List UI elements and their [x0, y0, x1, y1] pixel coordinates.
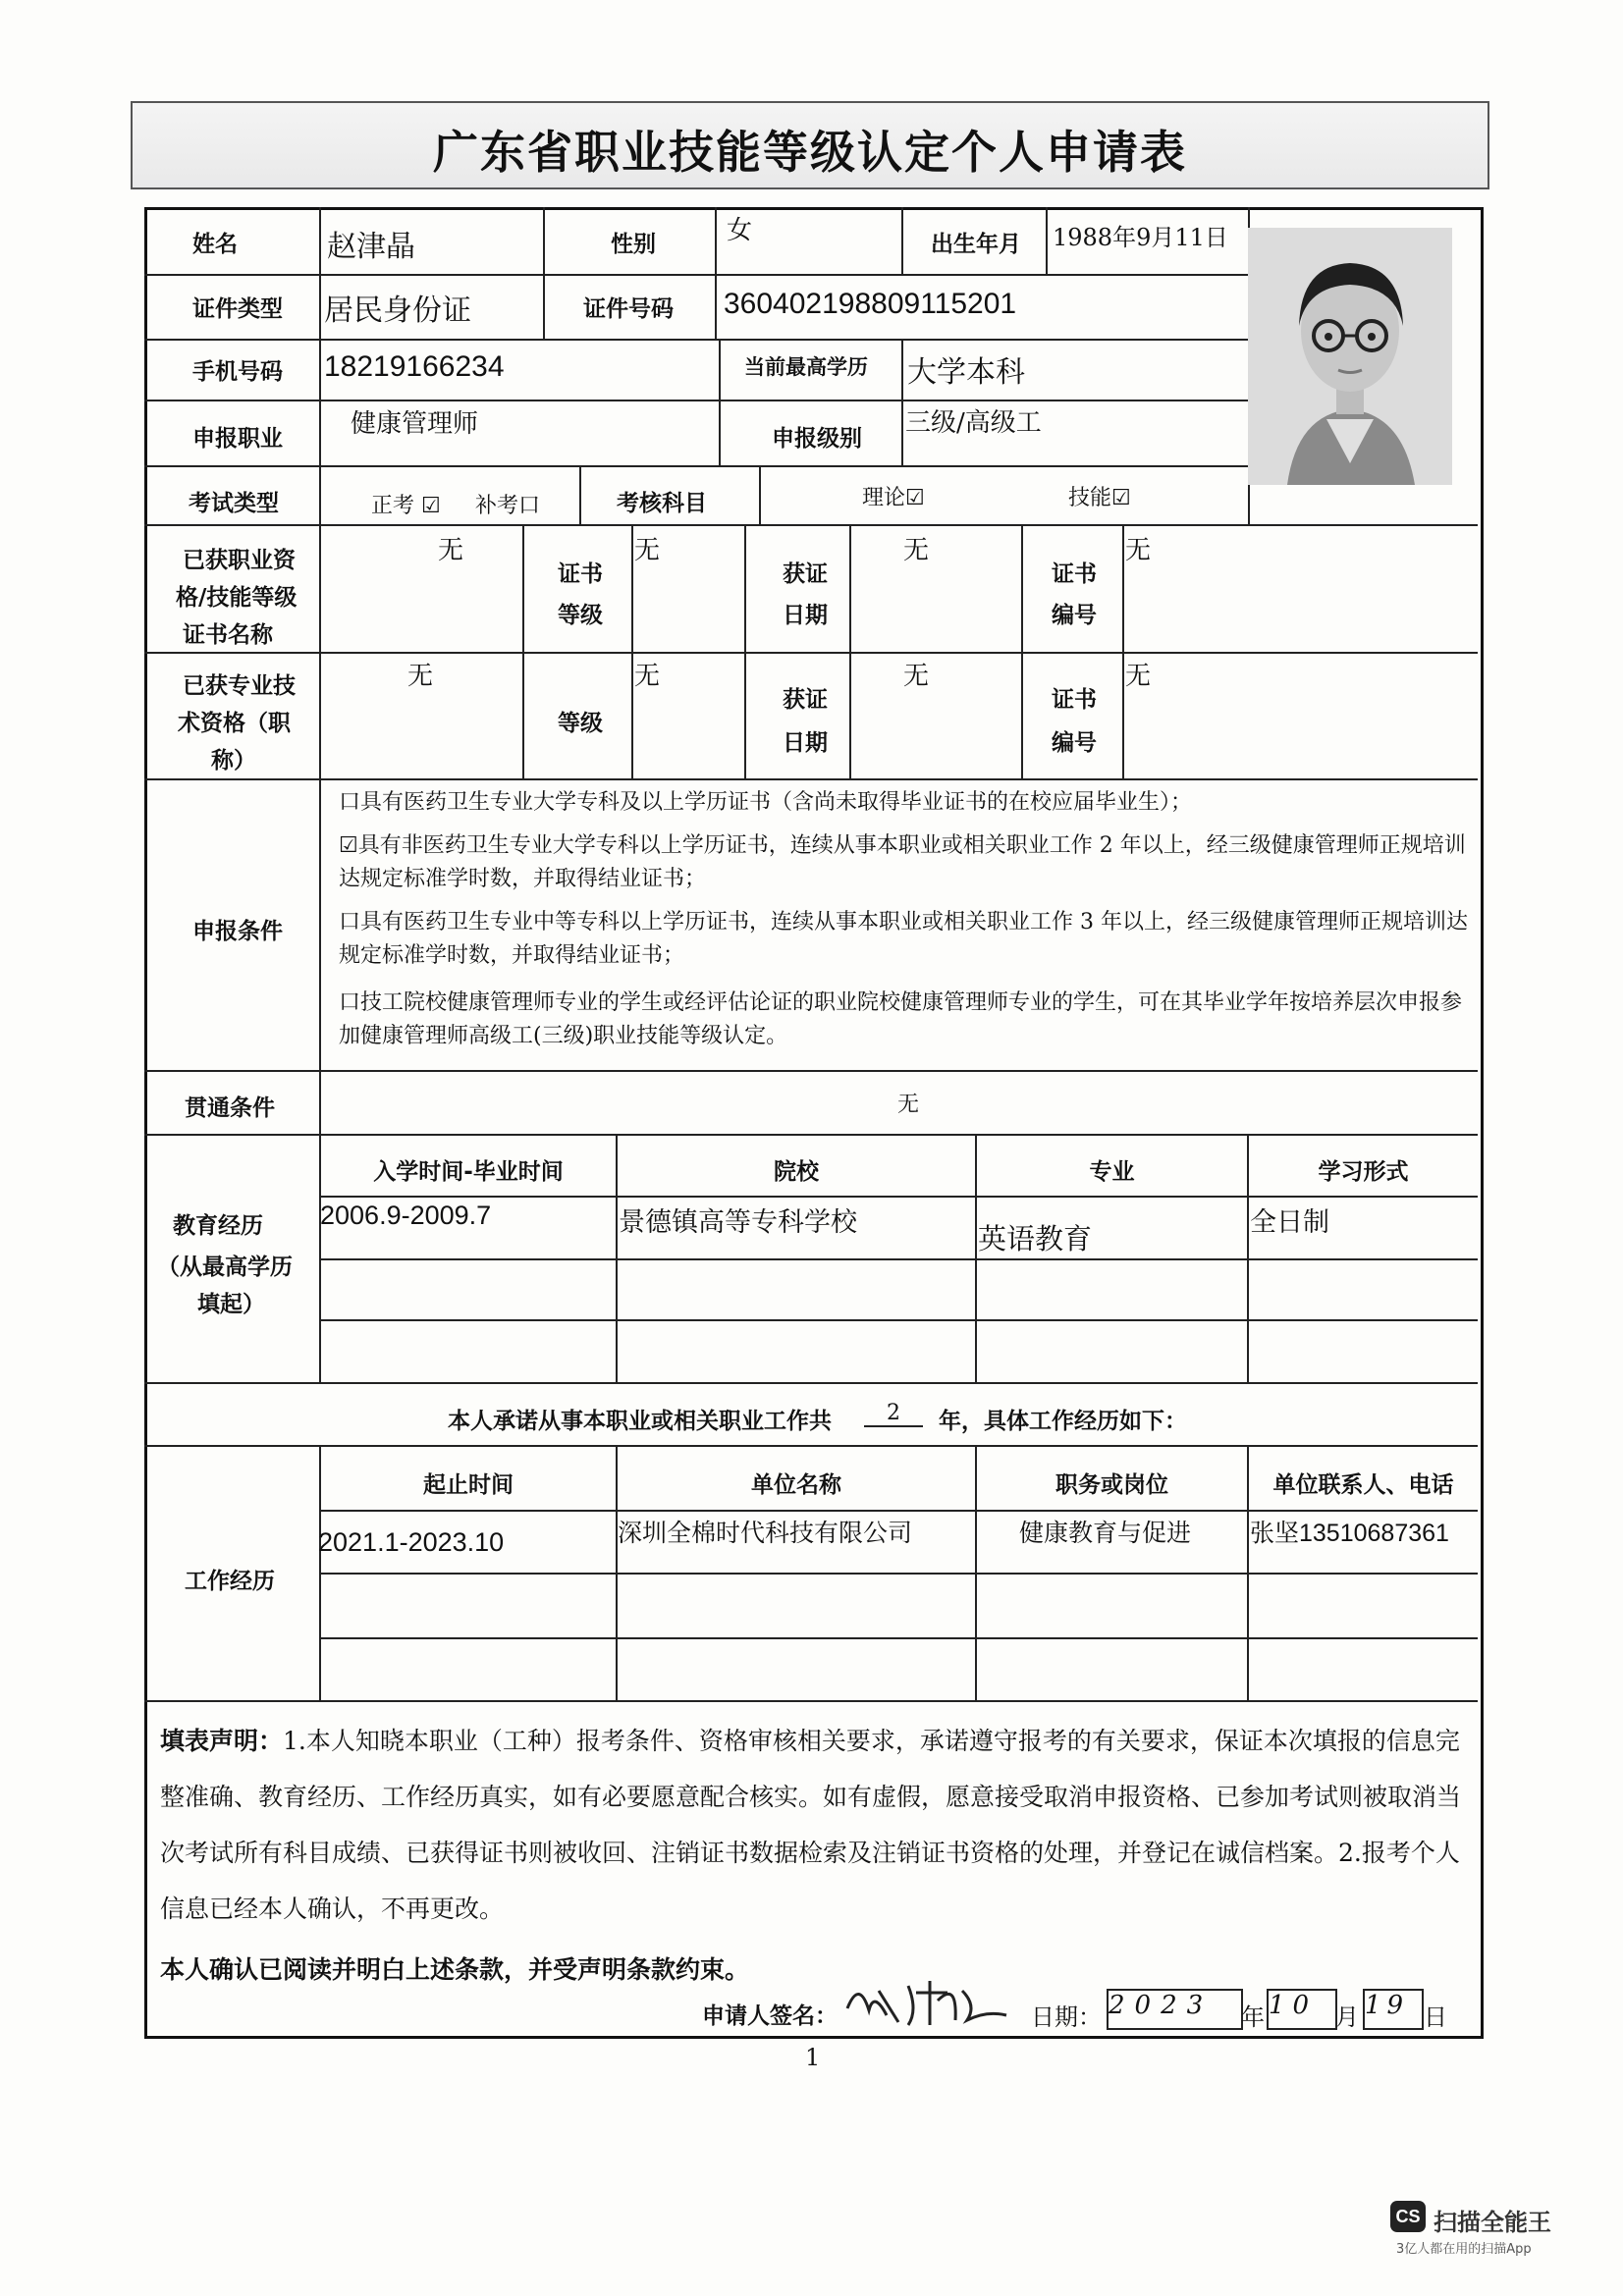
tech-date-value[interactable]: 无 — [903, 662, 930, 691]
date-year-box[interactable]: 2023 — [1107, 1989, 1243, 2030]
id-number-label: 证件号码 — [583, 296, 674, 322]
row-line — [144, 465, 1248, 467]
row-line — [144, 652, 1478, 654]
through-value[interactable]: 无 — [897, 1093, 920, 1117]
name-label: 姓名 — [192, 232, 238, 257]
cert-name-label-line1: 已获职业资 — [183, 548, 296, 573]
row-line — [144, 274, 1248, 276]
signature-label: 申请人签名： — [702, 2003, 838, 2029]
tech-label-line3: 称） — [211, 748, 256, 774]
row-line — [319, 1258, 1478, 1260]
exam-subject-label: 考核科目 — [617, 491, 707, 516]
page-number: 1 — [805, 2044, 821, 2071]
cert-level-value[interactable]: 无 — [634, 536, 661, 565]
cert-no-label-2: 编号 — [1052, 603, 1097, 628]
col-line — [579, 465, 581, 524]
date-day-unit: 日 — [1424, 2003, 1447, 2031]
condition-option-1[interactable]: 口具有医药卫生专业大学专科及以上学历证书（含尚未取得毕业证书的在校应届毕业生）； — [339, 790, 1193, 815]
date-month-box[interactable]: 10 — [1267, 1989, 1337, 2030]
col-line — [543, 207, 545, 339]
row-line — [144, 778, 1478, 780]
tech-name-value[interactable]: 无 — [407, 662, 434, 691]
gender-value[interactable]: 女 — [727, 216, 753, 245]
tech-no-value[interactable]: 无 — [1125, 662, 1152, 691]
tech-label-line1: 已获专业技 — [183, 673, 296, 699]
tech-no-label-2: 编号 — [1052, 730, 1097, 756]
row-line — [319, 1637, 1478, 1639]
declaration-body: 1.本人知晓本职业（工种）报考条件、资格审核相关要求，承诺遵守报考的有关要求，保证本次填报的信息完整准确、教育经历、工作经历真实，如有必要愿意配合核实。如有虚假，愿意接受取消申报资格、已参加考试则被取消当次考试所有科目成绩、已获得证书则被收回、注销证书数据检索及注销证书资格的处理，并登记在诚信档案。2.报考个人信息已经本人确认，不再更改。 — [160, 1727, 1462, 1923]
col-line — [759, 465, 761, 524]
occupation-value[interactable]: 健康管理师 — [351, 409, 479, 439]
col-line — [1021, 524, 1023, 778]
edu-row-period[interactable]: 2006.9-2009.7 — [320, 1201, 492, 1230]
exam-regular-checkbox[interactable]: 正考 ☑ — [371, 494, 441, 518]
cert-no-value[interactable]: 无 — [1125, 536, 1152, 565]
tech-no-label-1: 证书 — [1052, 687, 1097, 713]
cert-no-label-1: 证书 — [1052, 561, 1097, 587]
condition-option-3[interactable]: 口具有医药卫生专业中等专科以上学历证书，连续从事本职业或相关职业工作 3 年以上，经三级健康管理师正规培训达规定标准学时数，并取得结业证书； — [339, 910, 1468, 968]
education-section-label-line3: 填起） — [197, 1292, 265, 1317]
row-line — [144, 1382, 1478, 1384]
col-line — [1122, 524, 1124, 778]
title-bar — [131, 101, 1489, 189]
edu-header-mode: 学习形式 — [1318, 1159, 1409, 1185]
form-title: 广东省职业技能等级认定个人申请表 — [433, 126, 1187, 179]
exam-makeup-checkbox[interactable]: 补考口 — [475, 494, 541, 518]
work-header-contact: 单位联系人、电话 — [1272, 1472, 1454, 1498]
row-line — [319, 1510, 1478, 1512]
col-line — [522, 524, 524, 778]
col-line — [715, 207, 717, 339]
birth-value[interactable]: 1988年9月11日 — [1053, 224, 1228, 251]
tech-date-label-2: 日期 — [783, 730, 828, 756]
cert-name-label-line3: 证书名称 — [183, 622, 273, 648]
date-year-unit: 年 — [1241, 2003, 1265, 2031]
edu-row-mode[interactable]: 全日制 — [1250, 1207, 1329, 1237]
edu-row-school[interactable]: 景德镇高等专科学校 — [619, 1207, 857, 1237]
work-section-label: 工作经历 — [185, 1569, 275, 1594]
edu-header-period: 入学时间-毕业时间 — [373, 1159, 564, 1185]
birth-label: 出生年月 — [931, 232, 1021, 257]
conditions-label: 申报条件 — [192, 919, 283, 944]
work-row-company[interactable]: 深圳全棉时代科技有限公司 — [618, 1520, 913, 1547]
declaration-lead: 填表声明： — [160, 1727, 284, 1755]
edu-header-school: 院校 — [774, 1159, 819, 1185]
row-line — [144, 1134, 1478, 1136]
id-type-label: 证件类型 — [192, 296, 283, 322]
id-type-value[interactable]: 居民身份证 — [324, 294, 471, 327]
gender-label: 性别 — [611, 232, 656, 257]
tech-date-label-1: 获证 — [783, 687, 828, 713]
work-header-company: 单位名称 — [751, 1472, 841, 1498]
col-line — [901, 207, 903, 274]
date-day-box[interactable]: 19 — [1363, 1989, 1424, 2030]
work-row-position[interactable]: 健康教育与促进 — [1019, 1520, 1192, 1547]
tech-level-value[interactable]: 无 — [634, 662, 661, 691]
cert-date-label-1: 获证 — [783, 561, 828, 587]
row-line — [144, 1700, 1478, 1702]
cert-name-value[interactable]: 无 — [438, 536, 464, 565]
tech-label-line2: 术资格（职 — [178, 711, 291, 736]
declaration-confirm: 本人确认已阅读并明白上述条款，并受声明条款约束。 — [160, 1955, 750, 1984]
education-section-label-line1: 教育经历 — [173, 1213, 263, 1239]
cert-name-label-line2: 格/技能等级 — [176, 585, 298, 611]
name-value[interactable]: 赵津晶 — [327, 231, 415, 263]
row-line — [319, 1573, 1478, 1575]
col-line — [849, 524, 851, 778]
signature-image[interactable] — [839, 1971, 1016, 2030]
phone-label: 手机号码 — [192, 359, 283, 385]
col-line — [744, 524, 746, 778]
work-header-position: 职务或岗位 — [1055, 1472, 1168, 1498]
date-month-unit: 月 — [1335, 2003, 1359, 2031]
cert-date-value[interactable]: 无 — [903, 536, 930, 565]
row-line — [319, 1319, 1478, 1321]
id-number-value[interactable]: 360402198809115201 — [724, 288, 1017, 320]
col-line — [631, 524, 633, 778]
commit-years[interactable]: 2 — [864, 1401, 923, 1427]
cert-level-label-2: 等级 — [558, 603, 603, 628]
applicant-photo — [1248, 228, 1452, 485]
edu-row-major[interactable]: 英语教育 — [978, 1224, 1093, 1255]
declaration-paragraph — [160, 1713, 1471, 1937]
cert-level-label-1: 证书 — [558, 561, 603, 587]
occupation-label: 申报职业 — [192, 426, 283, 452]
col-line — [901, 339, 903, 465]
row-line — [144, 1445, 1478, 1447]
row-line — [144, 339, 1248, 341]
row-line — [144, 1070, 1478, 1072]
commit-text-after: 年，具体工作经历如下： — [939, 1409, 1187, 1434]
scanner-tagline: 3亿人都在用的扫描App — [1396, 2242, 1532, 2257]
condition-option-4[interactable]: 口技工院校健康管理师专业的学生或经评估论证的职业院校健康管理师专业的学生，可在其毕业学年按培养层次申报参加健康管理师高级工(三级)职业技能等级认定。 — [339, 990, 1463, 1048]
phone-value[interactable]: 18219166234 — [324, 350, 505, 383]
row-line — [144, 524, 1478, 526]
col-line — [1046, 207, 1048, 274]
tech-level-label: 等级 — [558, 711, 603, 736]
work-header-period: 起止时间 — [423, 1472, 514, 1498]
work-row-period[interactable]: 2021.1-2023.10 — [318, 1527, 505, 1557]
work-row-contact[interactable]: 张坚13510687361 — [1250, 1520, 1449, 1547]
condition-option-2[interactable]: ☑具有非医药卫生专业大学专科以上学历证书，连续从事本职业或相关职业工作 2 年以上，经三级健康管理师正规培训达规定标准学时数，并取得结业证书； — [339, 833, 1466, 891]
row-line — [144, 400, 1248, 401]
exam-skill-checkbox[interactable]: 技能☑ — [1068, 486, 1131, 510]
row-line — [319, 1196, 1478, 1198]
education-value[interactable]: 大学本科 — [907, 356, 1025, 389]
through-label: 贯通条件 — [185, 1095, 275, 1121]
commit-text-before: 本人承诺从事本职业或相关职业工作共 — [448, 1409, 832, 1434]
exam-type-label: 考试类型 — [189, 491, 279, 516]
cert-date-label-2: 日期 — [783, 603, 828, 628]
scanner-brand: 扫描全能王 — [1434, 2209, 1551, 2236]
date-label: 日期： — [1031, 2003, 1102, 2031]
col-line — [719, 339, 721, 465]
exam-theory-checkbox[interactable]: 理论☑ — [862, 486, 925, 510]
edu-header-major: 专业 — [1089, 1159, 1135, 1185]
scanner-logo: CS — [1390, 2201, 1426, 2232]
level-value[interactable]: 三级/高级工 — [905, 408, 1042, 438]
level-label: 申报级别 — [772, 426, 862, 452]
education-section-label-line2: （从最高学历 — [157, 1255, 293, 1280]
education-label: 当前最高学历 — [744, 355, 868, 379]
